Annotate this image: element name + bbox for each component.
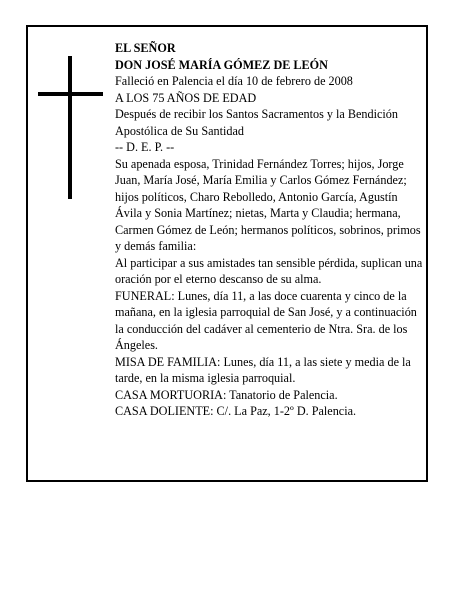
cross-icon <box>38 56 103 199</box>
cross-horizontal-bar <box>38 92 103 96</box>
deceased-name: DON JOSÉ MARÍA GÓMEZ DE LEÓN <box>115 57 328 72</box>
mortuary-line: CASA MORTUORIA: Tanatorio de Palencia. <box>115 387 338 402</box>
sacraments-paragraph: Después de recibir los Santos Sacramentos y la Bendición Apostólica de Su Santidad <box>115 107 398 138</box>
rip-line: -- D. E. P. -- <box>115 140 175 154</box>
mourning-house-line: CASA DOLIENTE: C/. La Paz, 1-2º D. Palencia. <box>115 404 357 418</box>
family-mass-paragraph: MISA DE FAMILIA: Lunes, día 11, a las siete y media de la tarde, en la misma iglesia parroquial. <box>115 354 411 385</box>
notice-text <box>115 40 427 420</box>
obituary-notice <box>26 25 428 482</box>
age-line: A LOS 75 AÑOS DE EDAD <box>115 90 257 105</box>
cross-vertical-bar <box>68 56 72 199</box>
death-line: Falleció en Palencia el día 10 de febrero de 2008 <box>115 74 353 88</box>
funeral-paragraph: FUNERAL: Lunes, día 11, a las doce cuarenta y cinco de la mañana, en la iglesia parroquial de San José, y a continuación la conducción del cadáver al cementerio de Ntra. Sra. de los Ángeles. <box>115 288 417 352</box>
family-paragraph: Su apenada esposa, Trinidad Fernández Torres; hijos, Jorge Juan, María José, María Emilia y Carlos Gómez Fernández; hijos políticos, Charo Rebolledo, Antonio García, Agustín Ávila y Sonia Martínez; nietas, Marta y Claudia; hermana, Carmen Gómez de León; hermanos políticos, sobrinos, primos y demás familia: <box>115 156 421 253</box>
heading-title: EL SEÑOR <box>115 41 176 55</box>
request-paragraph: Al participar a sus amistades tan sensible pérdida, suplican una oración por el eterno descanso de su alma. <box>115 255 423 286</box>
